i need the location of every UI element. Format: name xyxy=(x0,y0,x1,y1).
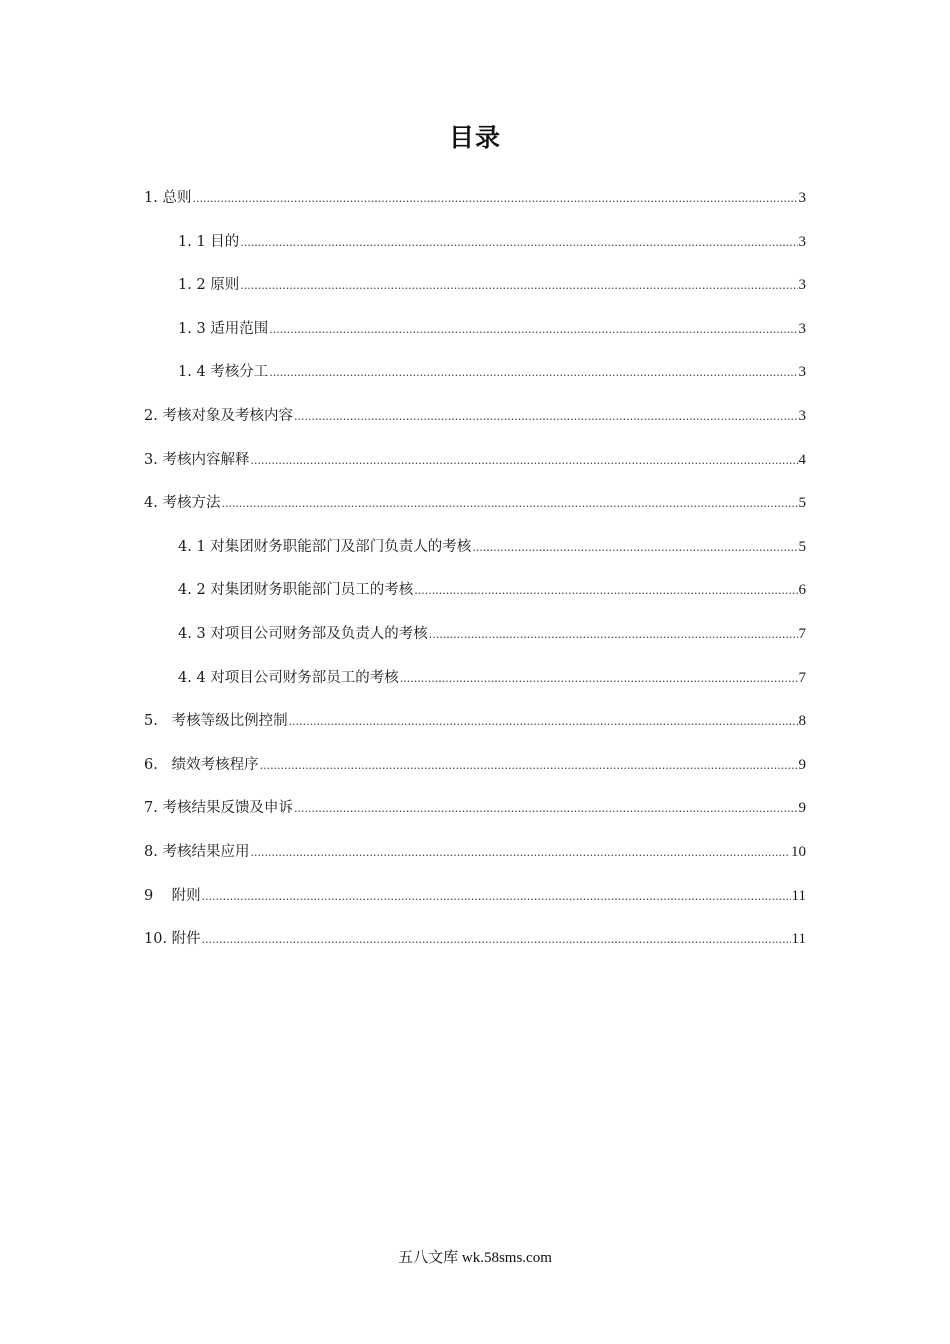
toc-entry-label: 1. 总则 xyxy=(144,190,192,206)
toc-entry-label: 2. 考核对象及考核内容 xyxy=(144,407,293,424)
toc-entry-label: 6. 绩效考核程序 xyxy=(144,756,259,773)
toc-entry-9[interactable] xyxy=(144,886,806,930)
toc-entry-label: 9 附则 xyxy=(144,887,201,904)
toc-page-number: 9 xyxy=(798,756,806,773)
toc-page-number: 7 xyxy=(798,669,806,686)
toc-entry-label: 10. 附件 xyxy=(144,931,201,948)
toc-leader-dots xyxy=(289,712,798,732)
toc-entry-4-1[interactable] xyxy=(144,537,806,581)
toc-page-number: 11 xyxy=(791,931,806,948)
toc-leader-dots xyxy=(269,320,797,340)
toc-page-number: 10 xyxy=(791,843,806,860)
toc-entry-7[interactable] xyxy=(144,798,806,842)
toc-leader-dots xyxy=(294,407,798,427)
toc-entry-label: 3. 考核内容解释 xyxy=(144,451,250,468)
toc-entry-1-2[interactable] xyxy=(144,275,806,319)
toc-entry-label: 8. 考核结果应用 xyxy=(144,843,250,860)
toc-entry-5[interactable] xyxy=(144,711,806,755)
toc-entry-label: 1. 4 考核分工 xyxy=(178,364,269,381)
toc-page-number: 3 xyxy=(798,407,806,424)
toc-leader-dots xyxy=(260,756,798,776)
toc-page-number: 3 xyxy=(798,277,806,294)
toc-leader-dots xyxy=(240,233,797,253)
toc-leader-dots xyxy=(240,276,797,296)
toc-page-number: 8 xyxy=(798,713,806,730)
toc-entry-8[interactable] xyxy=(144,842,806,886)
toc-page-number: 7 xyxy=(798,625,806,642)
toc-entry-label: 4. 考核方法 xyxy=(144,495,221,512)
toc-leader-dots xyxy=(400,669,798,689)
toc-entry-label: 4. 1 对集团财务职能部门及部门负责人的考核 xyxy=(178,538,472,555)
toc-page-number: 3 xyxy=(798,233,806,250)
toc-leader-dots xyxy=(202,930,791,950)
toc-entry-label: 4. 2 对集团财务职能部门员工的考核 xyxy=(178,582,414,599)
toc-leader-dots xyxy=(269,363,797,383)
toc-entry-4-3[interactable] xyxy=(144,624,806,668)
toc-entry-4-4[interactable] xyxy=(144,668,806,712)
toc-leader-dots xyxy=(221,494,797,514)
toc-leader-dots xyxy=(414,581,797,601)
toc-entry-10[interactable] xyxy=(144,929,806,973)
toc-leader-dots xyxy=(294,799,798,819)
toc-leader-dots xyxy=(250,843,790,863)
toc-page-number: 4 xyxy=(798,451,806,468)
toc-page-number: 3 xyxy=(798,364,806,381)
toc-leader-dots xyxy=(250,451,797,471)
toc-entry-label: 5. 考核等级比例控制 xyxy=(144,713,288,730)
toc-entry-4[interactable] xyxy=(144,493,806,537)
toc-entry-4-2[interactable] xyxy=(144,580,806,624)
toc-entry-3[interactable] xyxy=(144,450,806,494)
toc-entry-2[interactable] xyxy=(144,406,806,450)
toc-entry-1[interactable] xyxy=(144,188,806,232)
toc-entry-label: 1. 2 原则 xyxy=(178,277,240,294)
toc-leader-dots xyxy=(429,625,798,645)
page-footer-watermark: 五八文库 wk.58sms.com xyxy=(398,1250,552,1266)
toc-page-number: 6 xyxy=(798,582,806,599)
toc-entry-label: 4. 3 对项目公司财务部及负责人的考核 xyxy=(178,625,428,642)
toc-entry-label: 1. 1 目的 xyxy=(178,233,240,250)
toc-page-number: 5 xyxy=(798,538,806,555)
toc-leader-dots xyxy=(202,887,791,907)
toc-page-number: 5 xyxy=(798,495,806,512)
toc-entry-label: 4. 4 对项目公司财务部员工的考核 xyxy=(178,669,399,686)
toc-entry-1-1[interactable] xyxy=(144,232,806,276)
toc-entry-6[interactable] xyxy=(144,755,806,799)
toc-entry-1-3[interactable] xyxy=(144,319,806,363)
toc-leader-dots xyxy=(192,189,797,209)
toc-entry-1-4[interactable] xyxy=(144,362,806,406)
toc-page-number: 9 xyxy=(798,800,806,817)
toc-leader-dots xyxy=(472,538,797,558)
toc-page-number: 3 xyxy=(798,190,806,206)
toc-entry-label: 1. 3 适用范围 xyxy=(178,320,269,337)
toc-entry-label: 7. 考核结果反馈及申诉 xyxy=(144,800,293,817)
toc-page-number: 3 xyxy=(798,320,806,337)
table-of-contents xyxy=(144,188,806,973)
page-title: 目录 xyxy=(448,123,501,152)
toc-page-number: 11 xyxy=(791,887,806,904)
